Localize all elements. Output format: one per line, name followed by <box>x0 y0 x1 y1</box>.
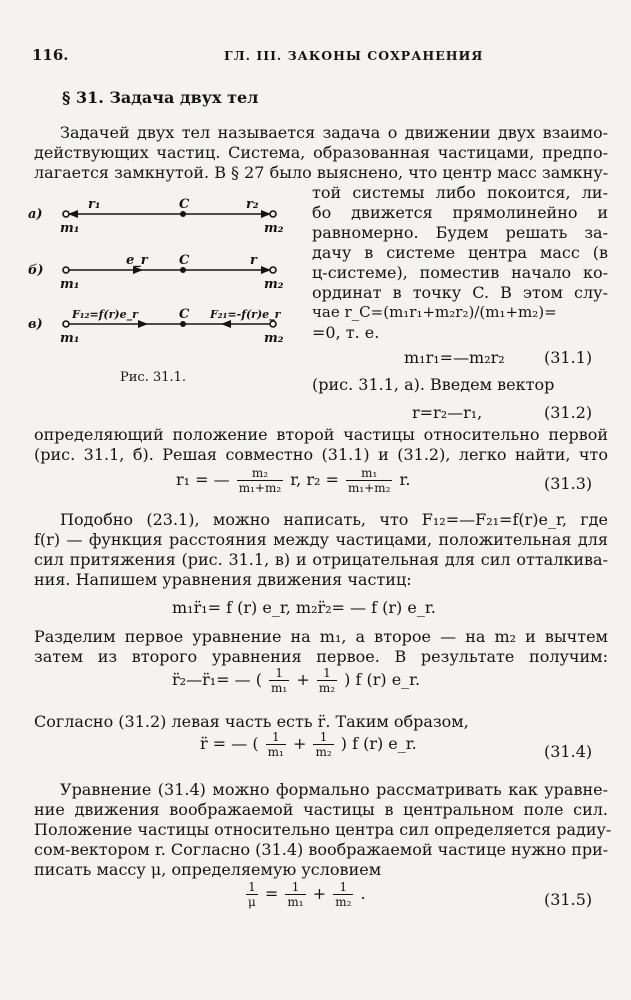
text-line: Задачей двух тел называется задача о движении двух взаимо- <box>60 123 608 142</box>
text-line: сил притяжения (рис. 31.1, в) и отрицательная для сил отталкива- <box>34 550 608 569</box>
mass-label: m₁ <box>60 331 80 346</box>
equation-number: (31.5) <box>544 890 593 909</box>
text-line: Положение частицы относительно центра сил определяется радиу- <box>34 820 612 839</box>
figure-31-1 <box>28 190 303 360</box>
eq-part: r. <box>399 470 411 489</box>
text-line: писать массу μ, определяемую условием <box>34 860 382 879</box>
equation-difference <box>172 666 420 695</box>
text-line: Уравнение (31.4) можно формально рассматривать как уравне- <box>60 780 608 799</box>
fraction <box>237 466 283 495</box>
text-line: =0, т. е. <box>312 323 380 342</box>
numerator: 1 <box>266 730 286 745</box>
section-title: § 31. Задача двух тел <box>62 88 259 107</box>
figure-caption: Рис. 31.1. <box>120 370 187 385</box>
vector-label: r₂ <box>246 197 259 212</box>
text-line: Подобно (23.1), можно написать, что F₁₂=—F₂₁=f(r)e_r, где <box>60 510 608 529</box>
eq-part: ) f (r) e_r. <box>344 670 421 689</box>
numerator: 1 <box>285 880 305 895</box>
equation-number: (31.2) <box>544 403 593 422</box>
running-head: ГЛ. III. ЗАКОНЫ СОХРАНЕНИЯ <box>224 48 484 63</box>
eq-part: r̈ = — ( <box>200 734 259 753</box>
center-label: C <box>179 253 190 268</box>
text-line: (рис. 31.1, a). Введем вектор <box>312 375 555 394</box>
eq-part: = <box>264 884 279 903</box>
numerator: 1 <box>317 666 337 681</box>
text-line: ординат в точку C. В этом слу- <box>312 283 608 302</box>
denominator: m₁ <box>267 745 284 759</box>
equation-number: (31.4) <box>544 742 593 761</box>
denominator: m₁+m₂ <box>347 481 391 495</box>
fraction <box>313 730 333 759</box>
mass-label: m₁ <box>60 221 80 236</box>
numerator: m₁ <box>346 466 392 481</box>
equation-31-4 <box>200 730 417 759</box>
denominator: m₁ <box>287 895 304 909</box>
fraction <box>246 880 258 909</box>
equation-31-5 <box>244 880 366 909</box>
numerator: m₂ <box>237 466 283 481</box>
fraction <box>266 730 286 759</box>
text-line: той системы либо покоится, ли- <box>312 183 608 202</box>
equation-31-2: r=r₂—r₁, <box>412 403 483 422</box>
fraction <box>346 466 392 495</box>
text-line: бо движется прямолинейно и <box>312 203 608 222</box>
text-line: ние движения воображаемой частицы в центральном поле сил. <box>34 800 608 819</box>
denominator: μ <box>248 895 256 909</box>
text-line: равномерно. Будем решать за- <box>312 223 608 242</box>
equation-31-3 <box>176 466 411 495</box>
equation-31-1: m₁r₁=—m₂r₂ <box>404 348 505 367</box>
fraction <box>333 880 353 909</box>
text-line: сом-вектором r. Согласно (31.4) воображаемой частице нужно при- <box>34 840 609 859</box>
text-line: затем из второго уравнения первое. В результате получим: <box>34 647 608 666</box>
vector-label: e_r <box>126 253 148 268</box>
numerator: 1 <box>313 730 333 745</box>
text-line: лагается замкнутой. В § 27 было выяснено, что центр масс замкну- <box>34 163 609 182</box>
numerator: 1 <box>246 880 258 895</box>
numerator: 1 <box>269 666 289 681</box>
eq-part: r̈₂—r̈₁= — ( <box>172 670 262 689</box>
mass-label: m₂ <box>264 277 284 292</box>
equation-motion: m₁r̈₁= f (r) e_r, m₂r̈₂= — f (r) e_r. <box>172 598 436 617</box>
center-label: C <box>179 307 190 322</box>
equation-number: (31.3) <box>544 474 593 493</box>
panel-letter: а) <box>28 207 43 222</box>
eq-part: . <box>360 884 366 903</box>
fraction <box>269 666 289 695</box>
page-number: 116. <box>32 46 69 64</box>
text-line: (рис. 31.1, б). Решая совместно (31.1) и (31.2), легко найти, что <box>34 445 608 464</box>
text-line: f(r) — функция расстояния между частицами, положительная для <box>34 530 608 549</box>
eq-part: ) f (r) e_r. <box>340 734 417 753</box>
vector-label: F₂₁=-f(r)e_r <box>210 308 281 321</box>
panel-letter: в) <box>28 317 43 332</box>
equation-number: (31.1) <box>544 348 593 367</box>
page-header <box>32 46 602 70</box>
text-line: действующих частиц. Система, образованная частицами, предпо- <box>34 143 608 162</box>
eq-part: + <box>296 670 310 689</box>
eq-part: + <box>312 884 327 903</box>
text-line: Разделим первое уравнение на m₁, а второе — на m₂ и вычтем <box>34 627 608 646</box>
text-line: ц-системе), поместив начало ко- <box>312 263 608 282</box>
denominator: m₂ <box>335 895 352 909</box>
denominator: m₂ <box>315 745 332 759</box>
vector-label: r₁ <box>88 197 101 212</box>
mass-label: m₁ <box>60 277 80 292</box>
text-line: чае r_C=(m₁r₁+m₂r₂)/(m₁+m₂)= <box>312 303 557 321</box>
eq-part: + <box>292 734 307 753</box>
text-line: определяющий положение второй частицы относительно первой <box>34 425 608 444</box>
text-line: Согласно (31.2) левая часть есть r̈. Таким образом, <box>34 712 469 731</box>
fraction <box>317 666 337 695</box>
denominator: m₁+m₂ <box>238 481 282 495</box>
panel-letter: б) <box>28 263 44 278</box>
mass-label: m₂ <box>264 221 284 236</box>
text-line: ния. Напишем уравнения движения частиц: <box>34 570 412 589</box>
denominator: m₂ <box>318 681 336 695</box>
fraction <box>285 880 305 909</box>
eq-part: r₁ = — <box>176 470 230 489</box>
text-line: дачу в системе центра масс (в <box>312 243 608 262</box>
eq-part: r, r₂ = <box>290 470 339 489</box>
denominator: m₁ <box>271 681 288 695</box>
center-label: C <box>179 197 190 212</box>
vector-label: F₁₂=f(r)e_r <box>72 308 138 321</box>
mass-label: m₂ <box>264 331 284 346</box>
numerator: 1 <box>333 880 353 895</box>
vector-label: r <box>250 253 257 268</box>
